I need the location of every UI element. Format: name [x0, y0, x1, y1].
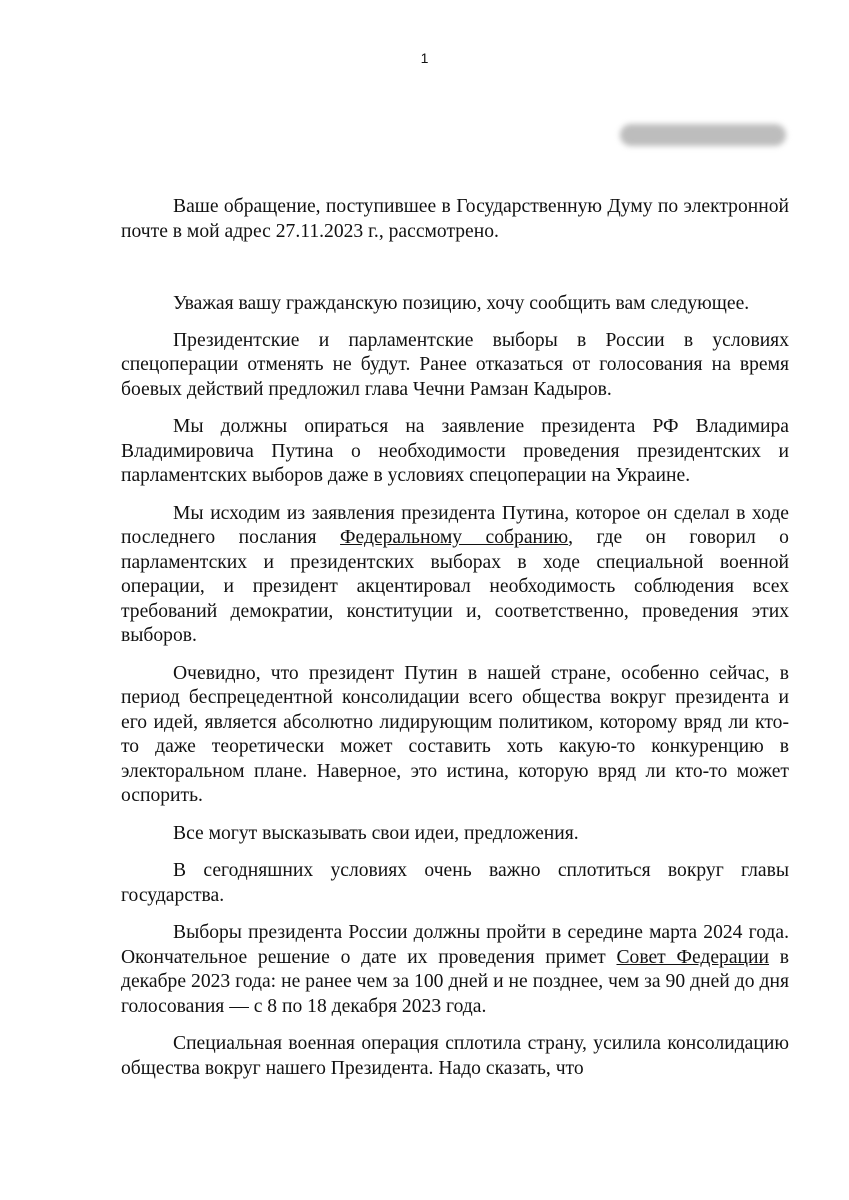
paragraph-dates: [121, 921, 789, 1019]
federal-assembly-link[interactable]: Федеральному собранию: [340, 527, 569, 548]
paragraph-ideas: Все могут высказывать свои идеи, предложения.: [173, 822, 579, 844]
letter-body: [121, 195, 789, 1081]
paragraph-address: [121, 502, 789, 649]
paragraph-address-start: Мы исходим из заявления президента Путина, которое он сделал в ходе последнего послания: [121, 502, 789, 548]
paragraph-respect: Уважая вашу гражданскую позицию, хочу сообщить вам следующее.: [173, 293, 750, 314]
paragraph-unite: В сегодняшних условиях очень важно сплотиться вокруг главы государства.: [121, 860, 789, 906]
paragraph-dates-start: Выборы президента России должны пройти в середине марта 2024 года. Окончательное решение о дате их проведения примет: [121, 922, 789, 968]
page-number: 1: [420, 50, 429, 66]
paragraph-operation: Специальная военная операция сплотила страну, усилила консолидацию общества вокруг нашего Президента. Надо сказать, что: [121, 1033, 789, 1079]
paragraph-dates-end: в декабре 2023 года: не ранее чем за 100 дней и не позднее, чем за 90 дней до дня голосования — с 8 по 18 декабря 2023 года.: [121, 946, 789, 1017]
paragraph-elections: Президентские и парламентские выборы в России в условиях спецоперации отменять не будут. Ранее отказаться от голосования на время боевых действий предложил глава Чечни Рамзан Кадыров.: [121, 329, 789, 400]
federation-council-link[interactable]: Совет Федерации: [616, 946, 770, 968]
redacted-addressee: [620, 124, 786, 146]
paragraph-address-end: , где он говорил о парламентских и президентских выборах в ходе специальной военной операции, и президент акцентировал необходимость соблюдения всех требований демократии, конституции и, соответственно, проведения этих выборов.: [121, 527, 789, 646]
paragraph-intro: Ваше обращение, поступившее в Государственную Думу по электронной почте в мой адрес 27.11.2023 г., рассмотрено.: [121, 196, 789, 242]
paragraph-leadership: Очевидно, что президент Путин в нашей стране, особенно сейчас, в период беспрецедентной консолидации всего общества вокруг президента и его идей, является абсолютно лидирующим политиком, которому вряд ли кто-то даже теоретически может составить хоть какую-то конкуренцию в электоральном плане. Наверное, это истина, которую вряд ли кто-то может оспорить.: [121, 662, 789, 806]
paragraph-statement: Мы должны опираться на заявление президента РФ Владимира Владимировича Путина о необходимости проведения президентских и парламентских выборов даже в условиях спецоперации на Украине.: [121, 416, 789, 486]
